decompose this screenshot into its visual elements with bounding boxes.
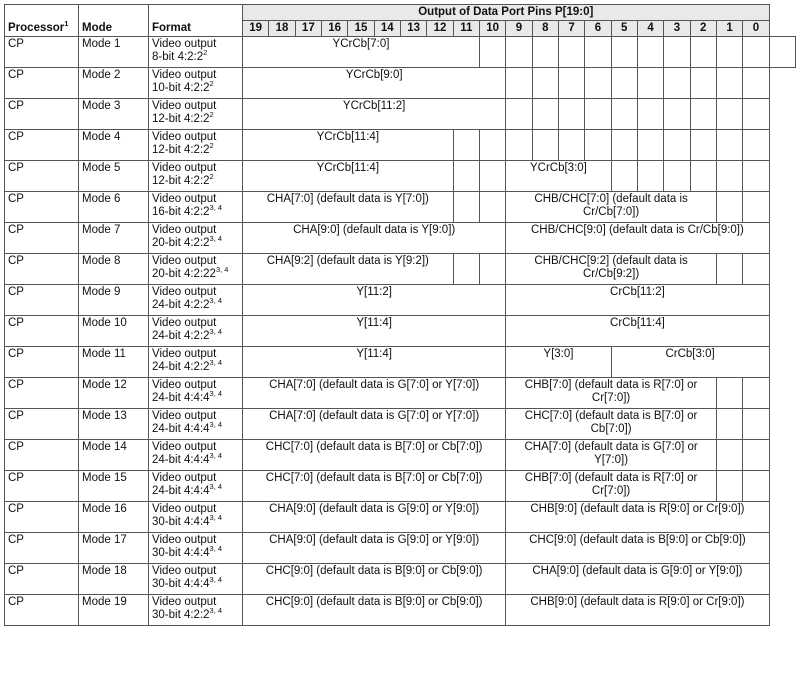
footnote-ref: 3, 4 — [209, 358, 223, 368]
mode-header: Mode — [79, 5, 149, 37]
format-line-1: Video output — [152, 596, 217, 608]
table-row — [5, 161, 796, 192]
format-line-2 — [152, 358, 239, 374]
format-cell — [149, 533, 243, 564]
empty-pin-cell — [716, 37, 742, 68]
empty-pin-cell — [453, 161, 479, 192]
format-bits: 20-bit 4:2:2 — [152, 237, 210, 249]
processor-cell: CP — [5, 502, 79, 533]
format-line-1: Video output — [152, 69, 217, 81]
mode-cell: Mode 13 — [79, 409, 149, 440]
empty-pin-cell — [716, 409, 742, 440]
bit-header: 12 — [427, 21, 453, 37]
pin-group-cell: CHA[9:0] (default data is G[9:0] or Y[9:0]) — [243, 502, 506, 533]
format-bits: 24-bit 4:2:2 — [152, 299, 210, 311]
format-line-2 — [152, 141, 239, 157]
empty-pin-cell — [664, 161, 690, 192]
empty-pin-cell — [479, 37, 505, 68]
pin-group-cell: CHC[7:0] (default data is B[7:0] or Cb[7:0]) — [243, 471, 506, 502]
processor-cell: CP — [5, 409, 79, 440]
pin-group-cell: CHA[9:0] (default data is G[9:0] or Y[9:0]) — [506, 564, 769, 595]
empty-pin-cell — [585, 99, 611, 130]
mode-cell: Mode 11 — [79, 347, 149, 378]
empty-pin-cell — [743, 471, 769, 502]
empty-pin-cell — [743, 440, 769, 471]
pin-group-cell: CHB[9:0] (default data is R[9:0] or Cr[9:0]) — [506, 595, 769, 626]
format-line-2 — [152, 513, 239, 529]
processor-cell: CP — [5, 440, 79, 471]
pin-group-cell: Y[3:0] — [506, 347, 611, 378]
format-cell — [149, 99, 243, 130]
mode-cell: Mode 3 — [79, 99, 149, 130]
format-line-2 — [152, 606, 239, 622]
format-cell — [149, 37, 243, 68]
pin-group-cell: Y[11:2] — [243, 285, 506, 316]
empty-pin-cell — [585, 68, 611, 99]
format-line-1: Video output — [152, 100, 217, 112]
format-line-2 — [152, 420, 239, 436]
empty-pin-cell — [611, 68, 637, 99]
table-row — [5, 37, 796, 68]
format-line-2 — [152, 79, 239, 95]
empty-pin-cell — [743, 130, 769, 161]
processor-cell: CP — [5, 316, 79, 347]
empty-pin-cell — [716, 471, 742, 502]
format-cell — [149, 378, 243, 409]
empty-pin-cell — [743, 68, 769, 99]
format-cell — [149, 347, 243, 378]
format-cell — [149, 564, 243, 595]
format-cell — [149, 502, 243, 533]
empty-pin-cell — [690, 161, 716, 192]
processor-cell: CP — [5, 378, 79, 409]
empty-pin-cell — [664, 99, 690, 130]
processor-cell: CP — [5, 37, 79, 68]
format-line-1: Video output — [152, 410, 217, 422]
format-line-1: Video output — [152, 348, 217, 360]
bit-header: 9 — [506, 21, 532, 37]
footnote-ref: 2 — [209, 110, 214, 120]
pin-group-cell: YCrCb[11:2] — [243, 99, 506, 130]
format-line-1: Video output — [152, 224, 217, 236]
format-bits: 24-bit 4:4:4 — [152, 454, 210, 466]
mode-cell: Mode 9 — [79, 285, 149, 316]
pin-group-cell: YCrCb[11:4] — [243, 130, 454, 161]
format-bits: 16-bit 4:2:2 — [152, 206, 210, 218]
table-row — [5, 595, 796, 626]
table-row — [5, 378, 796, 409]
mode-cell: Mode 12 — [79, 378, 149, 409]
footnote-ref: 3, 4 — [209, 606, 223, 616]
table-row — [5, 130, 796, 161]
format-bits: 24-bit 4:4:4 — [152, 485, 210, 497]
format-cell — [149, 595, 243, 626]
header-row-top — [5, 5, 796, 21]
format-line-1: Video output — [152, 255, 217, 267]
empty-pin-cell — [479, 130, 505, 161]
empty-pin-cell — [506, 130, 532, 161]
empty-pin-cell — [479, 192, 505, 223]
empty-pin-cell — [453, 130, 479, 161]
output-pins-header: Output of Data Port Pins P[19:0] — [243, 5, 770, 21]
empty-pin-cell — [664, 37, 690, 68]
pin-group-cell: CHB/CHC[9:2] (default data is Cr/Cb[9:2]) — [506, 254, 717, 285]
footnote-ref: 3, 4 — [209, 420, 223, 430]
empty-pin-cell — [637, 161, 663, 192]
bit-header: 18 — [269, 21, 295, 37]
format-header: Format — [149, 5, 243, 37]
mode-cell: Mode 4 — [79, 130, 149, 161]
empty-pin-cell — [506, 99, 532, 130]
table-row — [5, 533, 796, 564]
empty-pin-cell — [664, 130, 690, 161]
bit-header: 2 — [690, 21, 716, 37]
footnote-ref: 3, 4 — [209, 575, 223, 585]
empty-pin-cell — [585, 130, 611, 161]
processor-cell: CP — [5, 533, 79, 564]
table-row — [5, 254, 796, 285]
format-line-2 — [152, 234, 239, 250]
empty-pin-cell — [769, 37, 795, 68]
pin-group-cell: Y[11:4] — [243, 316, 506, 347]
processor-cell: CP — [5, 161, 79, 192]
format-bits: 30-bit 4:4:4 — [152, 547, 210, 559]
empty-pin-cell — [716, 378, 742, 409]
format-line-1: Video output — [152, 503, 217, 515]
table-row — [5, 68, 796, 99]
format-cell — [149, 316, 243, 347]
footnote-ref: 2 — [209, 79, 214, 89]
format-bits: 30-bit 4:4:4 — [152, 516, 210, 528]
format-line-2 — [152, 575, 239, 591]
footnote-ref: 3, 4 — [209, 513, 223, 523]
pin-group-cell: CrCb[11:2] — [506, 285, 769, 316]
mode-cell: Mode 8 — [79, 254, 149, 285]
pin-group-cell: CHC[9:0] (default data is B[9:0] or Cb[9:0]) — [243, 595, 506, 626]
processor-cell: CP — [5, 130, 79, 161]
empty-pin-cell — [716, 440, 742, 471]
bit-header: 0 — [743, 21, 769, 37]
footnote-ref: 3, 4 — [209, 203, 223, 213]
empty-pin-cell — [479, 161, 505, 192]
format-line-1: Video output — [152, 565, 217, 577]
footnote-ref: 3, 4 — [209, 296, 223, 306]
pin-group-cell: CHB[7:0] (default data is R[7:0] or Cr[7:0]) — [506, 471, 717, 502]
empty-pin-cell — [637, 130, 663, 161]
bit-header: 4 — [637, 21, 663, 37]
format-line-1: Video output — [152, 472, 217, 484]
format-line-1: Video output — [152, 286, 217, 298]
pin-group-cell: CrCb[3:0] — [611, 347, 769, 378]
empty-pin-cell — [479, 254, 505, 285]
bit-header: 13 — [400, 21, 426, 37]
pin-group-cell: CHA[7:0] (default data is G[7:0] or Y[7:0]) — [243, 378, 506, 409]
empty-pin-cell — [532, 68, 558, 99]
empty-pin-cell — [716, 68, 742, 99]
format-line-1: Video output — [152, 441, 217, 453]
mode-cell: Mode 10 — [79, 316, 149, 347]
format-cell — [149, 440, 243, 471]
bit-header: 11 — [453, 21, 479, 37]
pin-group-cell: CHC[7:0] (default data is B[7:0] or Cb[7:0]) — [506, 409, 717, 440]
format-bits: 24-bit 4:2:2 — [152, 361, 210, 373]
format-line-2 — [152, 482, 239, 498]
empty-pin-cell — [690, 68, 716, 99]
empty-pin-cell — [453, 254, 479, 285]
format-cell — [149, 130, 243, 161]
processor-cell: CP — [5, 254, 79, 285]
pixel-port-modes-table — [4, 4, 796, 626]
footnote-ref: 2 — [209, 141, 214, 151]
pin-group-cell: CHB/CHC[9:0] (default data is Cr/Cb[9:0]) — [506, 223, 769, 254]
format-cell — [149, 192, 243, 223]
format-line-1: Video output — [152, 317, 217, 329]
empty-pin-cell — [743, 192, 769, 223]
table-row — [5, 316, 796, 347]
processor-cell: CP — [5, 347, 79, 378]
format-bits: 12-bit 4:2:2 — [152, 113, 210, 125]
table-row — [5, 347, 796, 378]
format-cell — [149, 161, 243, 192]
footnote-ref: 3, 4 — [209, 234, 223, 244]
pin-group-cell: CHA[9:0] (default data is G[9:0] or Y[9:0]) — [243, 533, 506, 564]
mode-cell: Mode 5 — [79, 161, 149, 192]
pin-group-cell: Y[11:4] — [243, 347, 506, 378]
format-cell — [149, 409, 243, 440]
bit-header: 6 — [585, 21, 611, 37]
mode-cell: Mode 19 — [79, 595, 149, 626]
bit-header: 7 — [558, 21, 584, 37]
pin-group-cell: CHA[9:0] (default data is Y[9:0]) — [243, 223, 506, 254]
format-bits: 10-bit 4:2:2 — [152, 82, 210, 94]
empty-pin-cell — [558, 37, 584, 68]
footnote-ref: 3, 4 — [209, 482, 223, 492]
processor-cell: CP — [5, 99, 79, 130]
format-bits: 12-bit 4:2:2 — [152, 144, 210, 156]
bit-header: 5 — [611, 21, 637, 37]
empty-pin-cell — [611, 161, 637, 192]
empty-pin-cell — [585, 37, 611, 68]
pin-group-cell: CrCb[11:4] — [506, 316, 769, 347]
empty-pin-cell — [637, 37, 663, 68]
format-bits: 30-bit 4:2:2 — [152, 609, 210, 621]
footnote-ref: 3, 4 — [209, 544, 223, 554]
pin-group-cell: CHA[7:0] (default data is G[7:0] or Y[7:0]) — [506, 440, 717, 471]
pin-group-cell: CHC[9:0] (default data is B[9:0] or Cb[9:0]) — [506, 533, 769, 564]
bit-header: 14 — [374, 21, 400, 37]
bit-header: 1 — [716, 21, 742, 37]
pin-group-cell: CHB/CHC[7:0] (default data is Cr/Cb[7:0]) — [506, 192, 717, 223]
processor-cell: CP — [5, 595, 79, 626]
empty-pin-cell — [743, 254, 769, 285]
mode-cell: Mode 15 — [79, 471, 149, 502]
processor-cell: CP — [5, 223, 79, 254]
mode-cell: Mode 6 — [79, 192, 149, 223]
table-row — [5, 192, 796, 223]
footnote-ref: 2 — [209, 172, 214, 182]
table-row — [5, 564, 796, 595]
bit-header: 3 — [664, 21, 690, 37]
format-bits: 24-bit 4:4:4 — [152, 392, 210, 404]
empty-pin-cell — [453, 192, 479, 223]
format-bits: 24-bit 4:4:4 — [152, 423, 210, 435]
format-bits: 30-bit 4:4:4 — [152, 578, 210, 590]
mode-cell: Mode 7 — [79, 223, 149, 254]
pin-group-cell: CHB[7:0] (default data is R[7:0] or Cr[7:0]) — [506, 378, 717, 409]
format-line-1: Video output — [152, 379, 217, 391]
table-body — [5, 37, 796, 626]
empty-pin-cell — [690, 37, 716, 68]
format-line-1: Video output — [152, 534, 217, 546]
empty-pin-cell — [716, 99, 742, 130]
format-line-2 — [152, 265, 239, 281]
empty-pin-cell — [637, 68, 663, 99]
format-line-2 — [152, 389, 239, 405]
empty-pin-cell — [743, 161, 769, 192]
empty-pin-cell — [558, 68, 584, 99]
empty-pin-cell — [506, 37, 532, 68]
bit-header: 17 — [295, 21, 321, 37]
empty-pin-cell — [611, 130, 637, 161]
empty-pin-cell — [716, 161, 742, 192]
pin-group-cell: CHC[7:0] (default data is B[7:0] or Cb[7:0]) — [243, 440, 506, 471]
bit-header: 10 — [479, 21, 505, 37]
bit-header: 8 — [532, 21, 558, 37]
bit-header: 15 — [348, 21, 374, 37]
empty-pin-cell — [690, 99, 716, 130]
format-cell — [149, 68, 243, 99]
pin-group-cell: YCrCb[7:0] — [243, 37, 480, 68]
bit-header: 16 — [321, 21, 347, 37]
format-line-2 — [152, 451, 239, 467]
empty-pin-cell — [611, 99, 637, 130]
format-bits: 12-bit 4:2:2 — [152, 175, 210, 187]
format-cell — [149, 471, 243, 502]
pin-group-cell: CHA[9:2] (default data is Y[9:2]) — [243, 254, 454, 285]
pin-group-cell: CHC[9:0] (default data is B[9:0] or Cb[9:0]) — [243, 564, 506, 595]
empty-pin-cell — [611, 37, 637, 68]
format-line-2 — [152, 544, 239, 560]
processor-cell: CP — [5, 564, 79, 595]
pin-group-cell: CHB[9:0] (default data is R[9:0] or Cr[9:0]) — [506, 502, 769, 533]
format-line-1: Video output — [152, 131, 217, 143]
format-line-2 — [152, 203, 239, 219]
pin-group-cell: YCrCb[11:4] — [243, 161, 454, 192]
mode-cell: Mode 2 — [79, 68, 149, 99]
empty-pin-cell — [664, 68, 690, 99]
empty-pin-cell — [743, 378, 769, 409]
empty-pin-cell — [558, 99, 584, 130]
empty-pin-cell — [558, 130, 584, 161]
format-line-1: Video output — [152, 38, 217, 50]
mode-cell: Mode 17 — [79, 533, 149, 564]
empty-pin-cell — [506, 68, 532, 99]
footnote-ref: 3, 4 — [209, 327, 223, 337]
mode-cell: Mode 14 — [79, 440, 149, 471]
format-line-2 — [152, 110, 239, 126]
format-cell — [149, 285, 243, 316]
empty-pin-cell — [637, 99, 663, 130]
mode-cell: Mode 18 — [79, 564, 149, 595]
processor-cell: CP — [5, 68, 79, 99]
footnote-ref: 3, 4 — [209, 389, 223, 399]
processor-header: Processor$^1$ — [5, 5, 79, 37]
format-bits: 24-bit 4:2:2 — [152, 330, 210, 342]
format-cell — [149, 223, 243, 254]
empty-pin-cell — [532, 130, 558, 161]
table-row — [5, 285, 796, 316]
footnote-ref: 3, 4 — [215, 265, 229, 275]
empty-pin-cell — [743, 37, 769, 68]
pin-group-cell: CHA[7:0] (default data is G[7:0] or Y[7:0]) — [243, 409, 506, 440]
format-bits: 8-bit 4:2:2 — [152, 51, 204, 63]
empty-pin-cell — [716, 130, 742, 161]
processor-cell: CP — [5, 192, 79, 223]
table-row — [5, 409, 796, 440]
format-line-2 — [152, 296, 239, 312]
empty-pin-cell — [690, 130, 716, 161]
table-row — [5, 502, 796, 533]
processor-cell: CP — [5, 285, 79, 316]
table-row — [5, 471, 796, 502]
empty-pin-cell — [716, 254, 742, 285]
processor-cell: CP — [5, 471, 79, 502]
mode-cell: Mode 1 — [79, 37, 149, 68]
footnote-ref: 2 — [203, 48, 208, 58]
mode-cell: Mode 16 — [79, 502, 149, 533]
pin-group-cell: CHA[7:0] (default data is Y[7:0]) — [243, 192, 454, 223]
pin-group-cell: YCrCb[9:0] — [243, 68, 506, 99]
footnote-ref: 3, 4 — [209, 451, 223, 461]
format-line-1: Video output — [152, 193, 217, 205]
format-bits: 20-bit 4:2:22 — [152, 268, 216, 280]
bit-header: 19 — [243, 21, 269, 37]
format-cell — [149, 254, 243, 285]
format-line-1: Video output — [152, 162, 217, 174]
format-line-2 — [152, 172, 239, 188]
table-row — [5, 223, 796, 254]
format-line-2 — [152, 48, 239, 64]
pin-group-cell: YCrCb[3:0] — [506, 161, 611, 192]
empty-pin-cell — [532, 99, 558, 130]
empty-pin-cell — [716, 192, 742, 223]
empty-pin-cell — [743, 409, 769, 440]
format-line-2 — [152, 327, 239, 343]
empty-pin-cell — [532, 37, 558, 68]
table-row — [5, 99, 796, 130]
empty-pin-cell — [743, 99, 769, 130]
table-row — [5, 440, 796, 471]
